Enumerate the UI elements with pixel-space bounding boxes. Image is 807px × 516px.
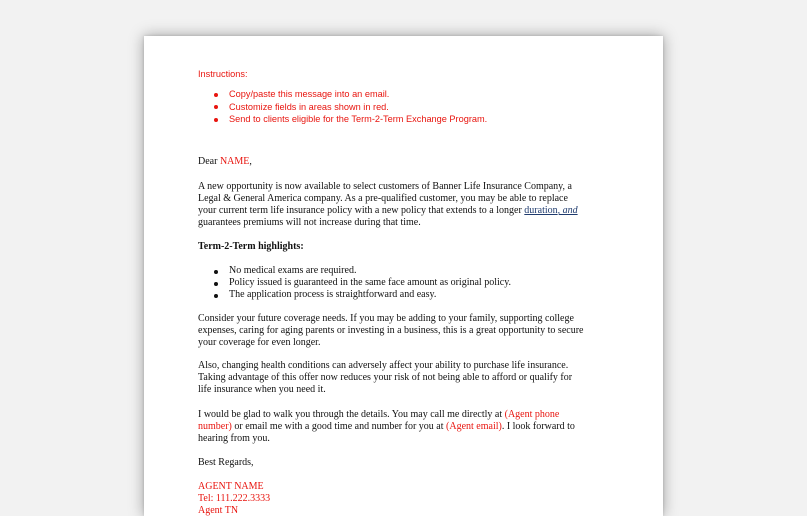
agent-tel-field: Tel: 111.222.3333 — [198, 493, 271, 504]
document-page — [144, 36, 663, 516]
paragraph-line: or email me with a good time and number for you at — [231, 421, 447, 432]
agent-phone-field: (Agent phone — [504, 409, 560, 420]
agent-email-field: (Agent email) — [446, 421, 502, 432]
salutation-prefix: Dear — [198, 156, 220, 167]
paragraph-intro — [198, 181, 578, 229]
paragraph-coverage — [198, 313, 583, 349]
instructions-heading: Instructions: — [198, 69, 248, 79]
highlight-item: The application process is straightforward and easy. — [198, 289, 511, 301]
agent-tn-field: Agent TN — [198, 505, 239, 516]
instruction-item: Send to clients eligible for the Term-2-Term Exchange Program. — [198, 113, 487, 126]
highlights-heading: Term-2-Term highlights: — [198, 241, 304, 252]
highlight-item: Policy issued is guaranteed in the same face amount as original policy. — [198, 277, 511, 289]
paragraph-health — [198, 360, 572, 396]
agent-phone-field: number) — [198, 421, 232, 432]
highlight-item: No medical exams are required. — [198, 265, 511, 277]
signature-block — [198, 481, 270, 516]
paragraph-line: . I look forward to — [501, 421, 575, 432]
paragraph-line: I would be glad to walk you through the details. You may call me directly at — [198, 409, 505, 420]
highlights-list — [198, 265, 511, 301]
agent-name-field: AGENT NAME — [198, 481, 264, 492]
paragraph-line: Taking advantage of this offer now reduces your risk of not being able to afford or qualify for — [198, 372, 573, 383]
paragraph-line: hearing from you. — [198, 433, 270, 444]
paragraph-line: Consider your future coverage needs. If you may be adding to your family, supporting college — [198, 313, 574, 324]
paragraph-line: your coverage for even longer. — [198, 337, 321, 348]
paragraph-line: Also, changing health conditions can adversely affect your ability to purchase life insurance. — [198, 360, 569, 371]
paragraph-line: Legal & General America company. As a pre-qualified customer, you may be able to replace — [198, 193, 568, 204]
salutation-suffix: , — [249, 156, 252, 167]
closing: Best Regards, — [198, 457, 254, 468]
paragraph-line: life insurance when you need it. — [198, 384, 326, 395]
paragraph-contact — [198, 409, 575, 445]
paragraph-line: guarantees premiums will not increase during that time. — [198, 217, 421, 228]
salutation-name-field: NAME — [219, 156, 250, 167]
paragraph-line: your current term life insurance policy with a new policy that extends to a longer — [198, 205, 525, 216]
duration-link[interactable]: duration, and — [524, 205, 578, 216]
instructions-list — [198, 88, 487, 126]
paragraph-line: expenses, caring for aging parents or investing in a business, this is a great opportunity to secure — [198, 325, 584, 336]
paragraph-line: A new opportunity is now available to select customers of Banner Life Insurance Company, a — [198, 181, 572, 192]
salutation — [198, 156, 252, 168]
instruction-item: Customize fields in areas shown in red. — [198, 101, 487, 114]
instruction-item: Copy/paste this message into an email. — [198, 88, 487, 101]
